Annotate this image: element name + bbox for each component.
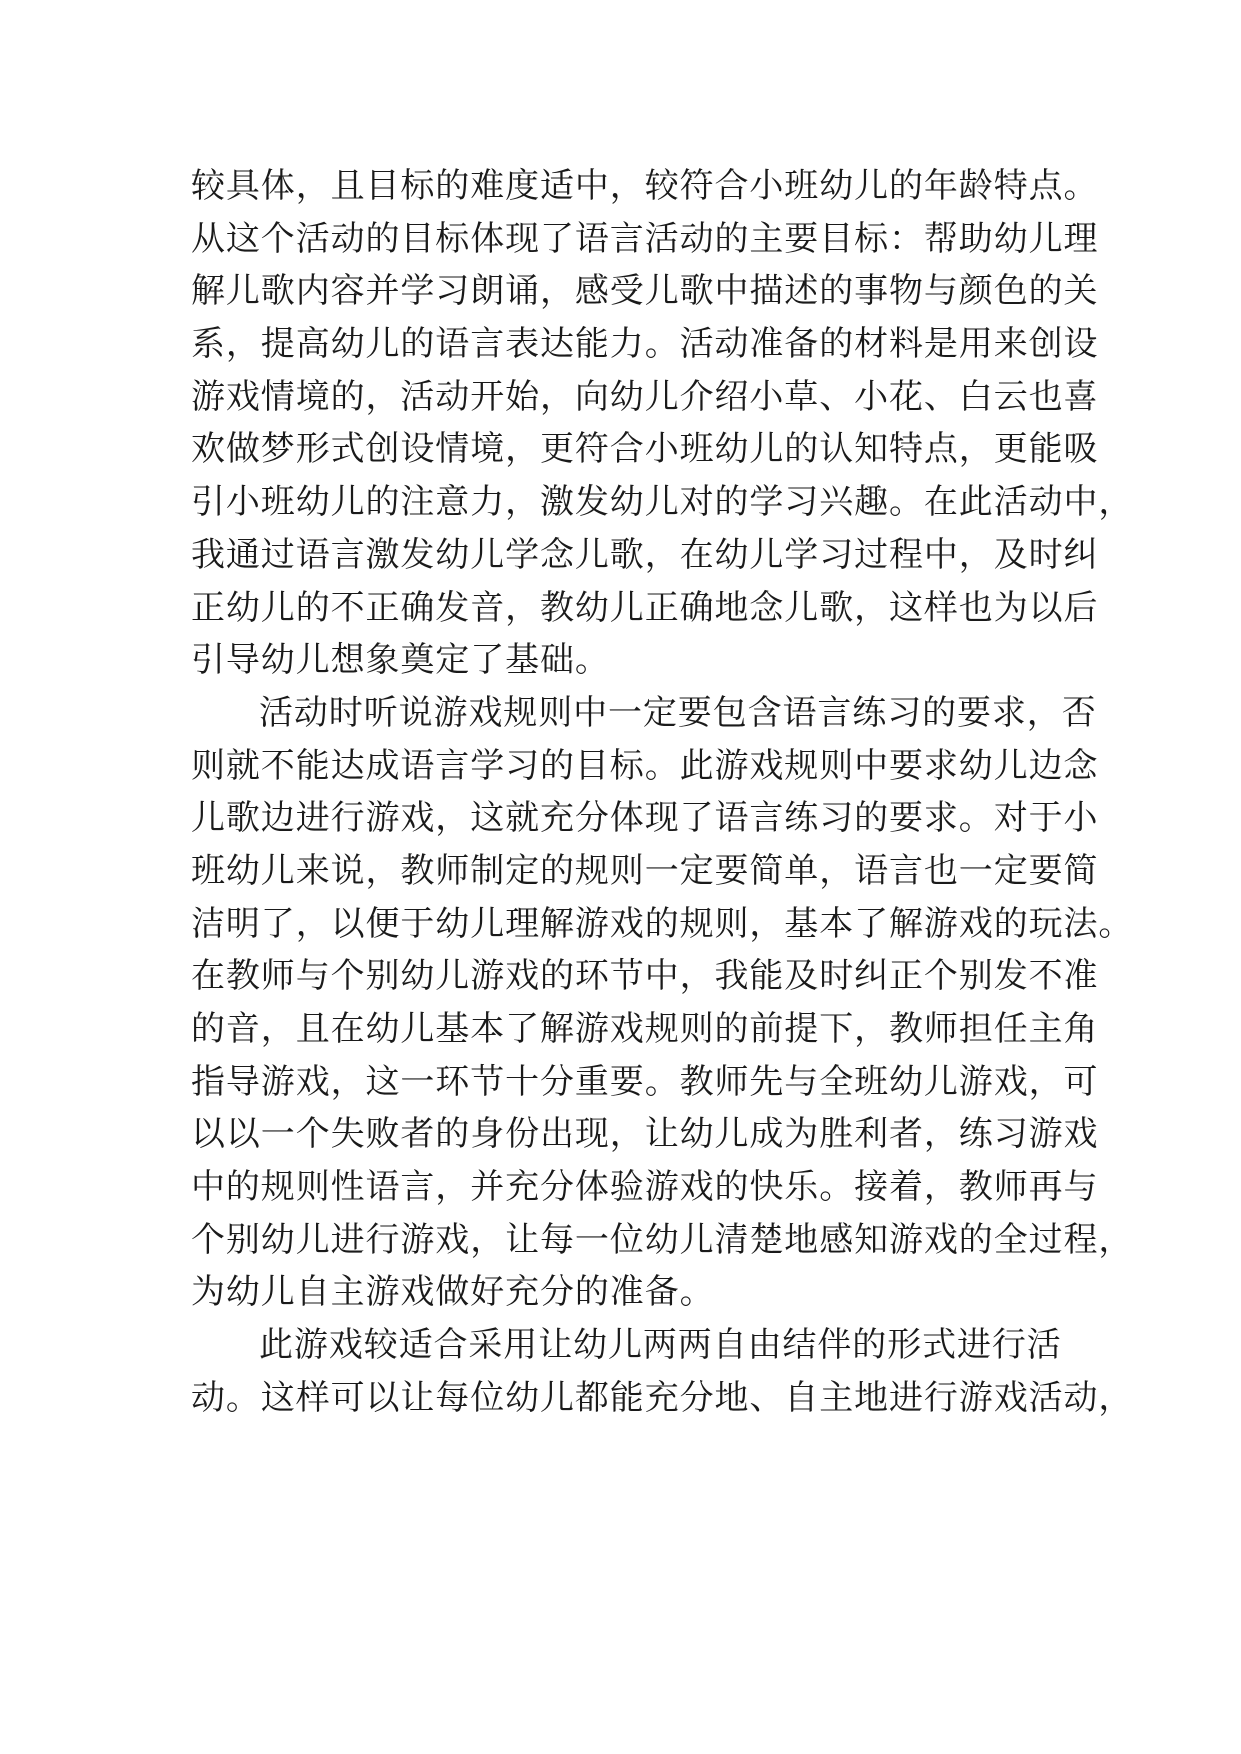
text-line: 引导幼儿想象奠定了基础。 [191,640,610,681]
text-line: 为幼儿自主游戏做好充分的准备。 [191,1272,715,1313]
text-line: 系，提高幼儿的语言表达能力。活动准备的材料是用来创设 [191,324,1099,365]
text-line: 以以一个失败者的身份出现，让幼儿成为胜利者，练习游戏 [191,1114,1099,1155]
paragraph-first-line: 此游戏较适合采用让幼儿两两自由结伴的形式进行活 [259,1325,1062,1366]
text-line: 则就不能达成语言学习的目标。此游戏规则中要求幼儿边念 [191,745,1099,786]
text-line: 班幼儿来说，教师制定的规则一定要简单，语言也一定要简 [191,850,1099,891]
text-line: 我通过语言激发幼儿学念儿歌，在幼儿学习过程中，及时纠 [191,534,1099,575]
text-line: 在教师与个别幼儿游戏的环节中，我能及时纠正个别发不准 [191,956,1099,997]
text-line: 正幼儿的不正确发音，教幼儿正确地念儿歌，这样也为以后 [191,587,1099,628]
text-line: 洁明了，以便于幼儿理解游戏的规则，基本了解游戏的玩法。 [191,903,1134,944]
body-text [191,160,1134,1425]
text-line: 指导游戏，这一环节十分重要。教师先与全班幼儿游戏，可 [191,1061,1099,1102]
text-line: 个别幼儿进行游戏，让每一位幼儿清楚地感知游戏的全过程， [191,1219,1134,1260]
text-line: 动。这样可以让每位幼儿都能充分地、自主地进行游戏活动， [191,1377,1134,1418]
paragraph-first-line: 活动时听说游戏规则中一定要包含语言练习的要求，否 [259,692,1097,733]
text-line: 解儿歌内容并学习朗诵，感受儿歌中描述的事物与颜色的关 [191,271,1099,312]
text-line: 从这个活动的目标体现了语言活动的主要目标：帮助幼儿理 [191,218,1099,259]
text-line: 的音，且在幼儿基本了解游戏规则的前提下，教师担任主角 [191,1009,1099,1049]
text-line: 引小班幼儿的注意力，激发幼儿对的学习兴趣。在此活动中， [191,482,1134,523]
text-line: 欢做梦形式创设情境，更符合小班幼儿的认知特点，更能吸 [191,429,1099,470]
text-line: 中的规则性语言，并充分体验游戏的快乐。接着，教师再与 [191,1167,1099,1208]
text-line: 游戏情境的，活动开始，向幼儿介绍小草、小花、白云也喜 [191,376,1099,417]
text-line: 较具体，且目标的难度适中，较符合小班幼儿的年龄特点。 [191,166,1099,206]
text-line: 儿歌边进行游戏，这就充分体现了语言练习的要求。对于小 [191,798,1099,839]
